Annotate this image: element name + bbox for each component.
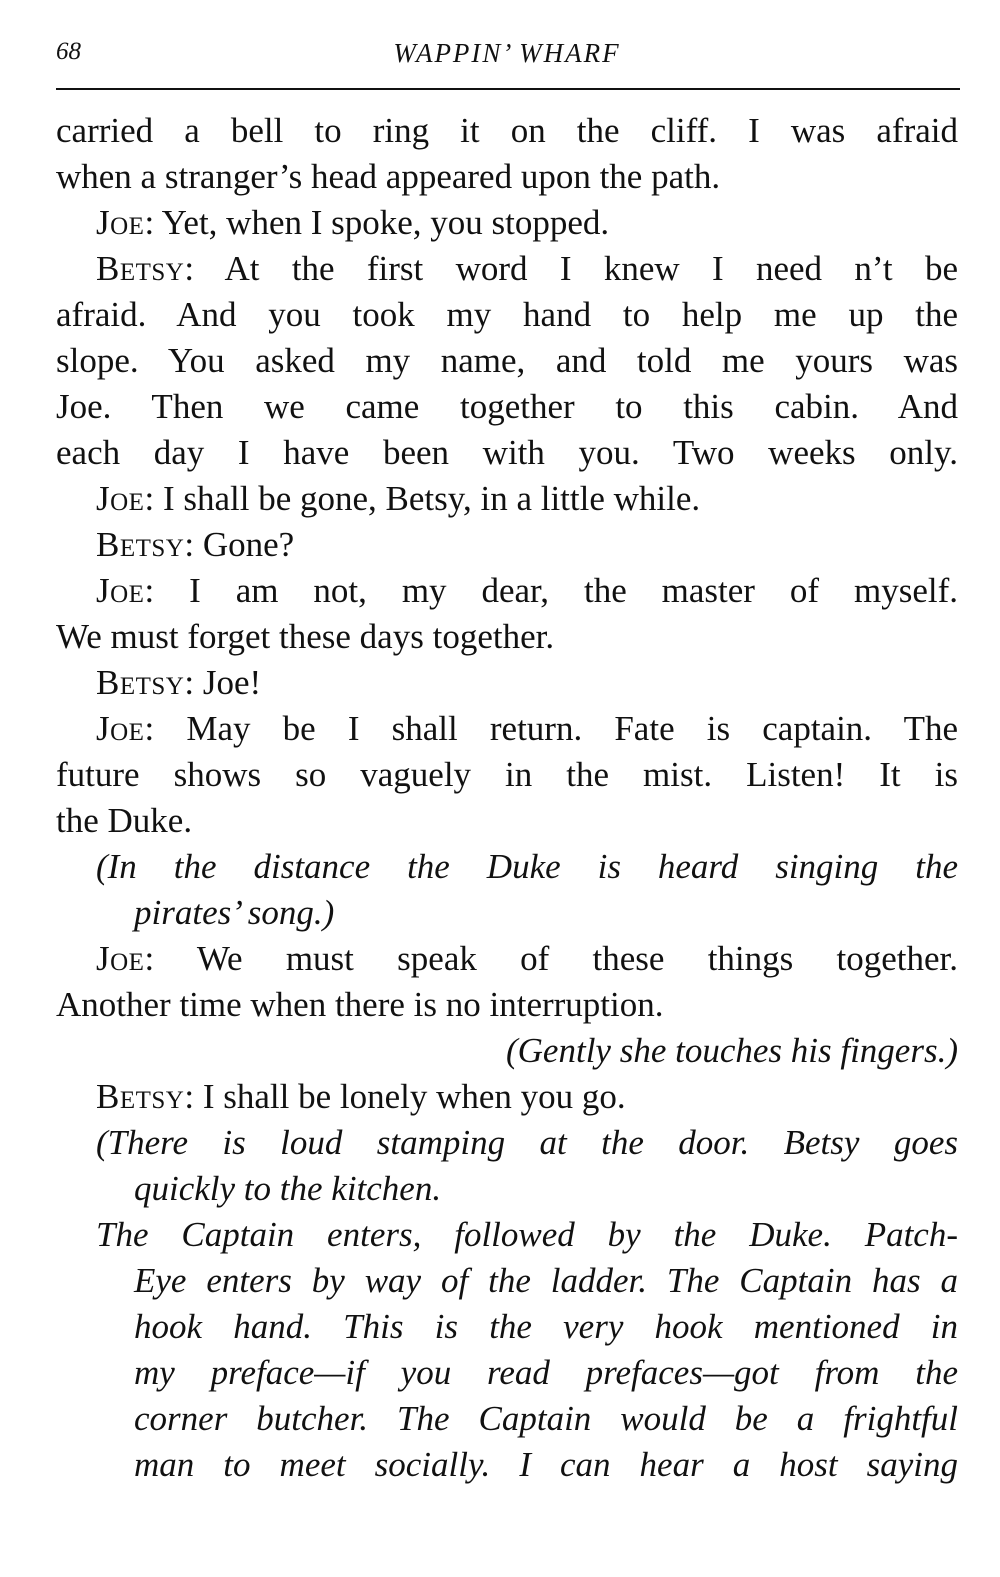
- text-line: [56, 108, 958, 154]
- page-header: [56, 34, 958, 78]
- line-text: pirates’ song.): [134, 893, 335, 932]
- speaker-name: Joe: [96, 709, 145, 748]
- header-rule: [56, 88, 960, 90]
- stage-direction-line: [56, 1442, 958, 1488]
- line-text: (There is loud stamping at the door. Betsy goes: [96, 1123, 958, 1162]
- dialogue-line: [56, 1074, 958, 1120]
- stage-direction-line: [56, 1212, 958, 1258]
- speaker-name: Betsy: [96, 249, 185, 288]
- line-text: the Duke.: [56, 801, 193, 840]
- line-text: Another time when there is no interruption.: [56, 985, 664, 1024]
- line-text: quickly to the kitchen.: [134, 1169, 442, 1208]
- dialogue-line: [56, 568, 958, 614]
- speaker-colon: :: [184, 525, 203, 564]
- line-text: future shows so vaguely in the mist. Listen! It is: [56, 755, 958, 794]
- speaker-colon: :: [144, 939, 197, 978]
- line-text: Eye enters by way of the ladder. The Captain has a: [134, 1261, 958, 1300]
- line-text: The Captain enters, followed by the Duke. Patch-: [96, 1215, 958, 1254]
- line-text: I am not, my dear, the master of myself.: [189, 571, 958, 610]
- dialogue-line: [56, 936, 958, 982]
- line-text: when a stranger’s head appeared upon the path.: [56, 157, 721, 196]
- dialogue-line: [56, 476, 958, 522]
- line-text: Joe!: [202, 663, 262, 702]
- line-text: We must forget these days together.: [56, 617, 555, 656]
- stage-direction-line: [56, 1258, 958, 1304]
- speaker-colon: :: [184, 663, 203, 702]
- speaker-colon: :: [144, 709, 187, 748]
- speaker-name: Joe: [96, 571, 145, 610]
- line-text: (In the distance the Duke is heard singing the: [96, 847, 958, 886]
- speaker-name: Joe: [96, 203, 145, 242]
- stage-direction-line: [56, 844, 958, 890]
- stage-direction-line: [56, 1396, 958, 1442]
- line-text: I shall be gone, Betsy, in a little while.: [162, 479, 701, 518]
- stage-direction-line: [56, 890, 958, 936]
- stage-direction-line: [56, 1028, 958, 1074]
- page-body: [56, 108, 958, 1488]
- speaker-colon: :: [184, 249, 225, 288]
- line-text: We must speak of these things together.: [196, 939, 959, 978]
- dialogue-line: [56, 522, 958, 568]
- text-line: [56, 430, 958, 476]
- speaker-colon: :: [144, 203, 162, 242]
- speaker-name: Betsy: [96, 663, 185, 702]
- text-line: [56, 338, 958, 384]
- text-line: [56, 292, 958, 338]
- line-text: I shall be lonely when you go.: [202, 1077, 626, 1116]
- line-text: Yet, when I spoke, you stopped.: [161, 203, 610, 242]
- line-text: Gone?: [202, 525, 295, 564]
- text-line: [56, 384, 958, 430]
- line-text: carried a bell to ring it on the cliff. I was afraid: [56, 111, 958, 150]
- line-text: hook hand. This is the very hook mentioned in: [134, 1307, 958, 1346]
- line-text: corner butcher. The Captain would be a frightful: [134, 1399, 958, 1438]
- dialogue-line: [56, 246, 958, 292]
- text-line: [56, 798, 958, 844]
- speaker-name: Joe: [96, 479, 145, 518]
- speaker-name: Betsy: [96, 525, 185, 564]
- stage-direction-line: [56, 1304, 958, 1350]
- line-text: my preface—if you read prefaces—got from the: [134, 1353, 958, 1392]
- line-text: (Gently she touches his fingers.): [506, 1031, 958, 1070]
- stage-direction-line: [56, 1166, 958, 1212]
- dialogue-line: [56, 660, 958, 706]
- line-text: afraid. And you took my hand to help me up the: [56, 295, 958, 334]
- speaker-colon: :: [144, 479, 163, 518]
- speaker-colon: :: [144, 571, 190, 610]
- dialogue-line: [56, 706, 958, 752]
- running-title: WAPPIN’ WHARF: [393, 38, 621, 68]
- stage-direction-line: [56, 1350, 958, 1396]
- speaker-name: Joe: [96, 939, 145, 978]
- text-line: [56, 982, 958, 1028]
- line-text: man to meet socially. I can hear a host saying: [134, 1445, 958, 1484]
- line-text: Joe. Then we came together to this cabin. And: [56, 387, 958, 426]
- line-text: May be I shall return. Fate is captain. The: [186, 709, 958, 748]
- speaker-colon: :: [184, 1077, 203, 1116]
- line-text: each day I have been with you. Two weeks only.: [56, 433, 958, 472]
- speaker-name: Betsy: [96, 1077, 185, 1116]
- stage-direction-line: [56, 1120, 958, 1166]
- line-text: slope. You asked my name, and told me yours was: [56, 341, 958, 380]
- text-line: [56, 752, 958, 798]
- page-number: 68: [56, 38, 81, 65]
- text-line: [56, 614, 958, 660]
- text-line: [56, 154, 958, 200]
- line-text: At the first word I knew I need n’t be: [224, 249, 958, 288]
- dialogue-line: [56, 200, 958, 246]
